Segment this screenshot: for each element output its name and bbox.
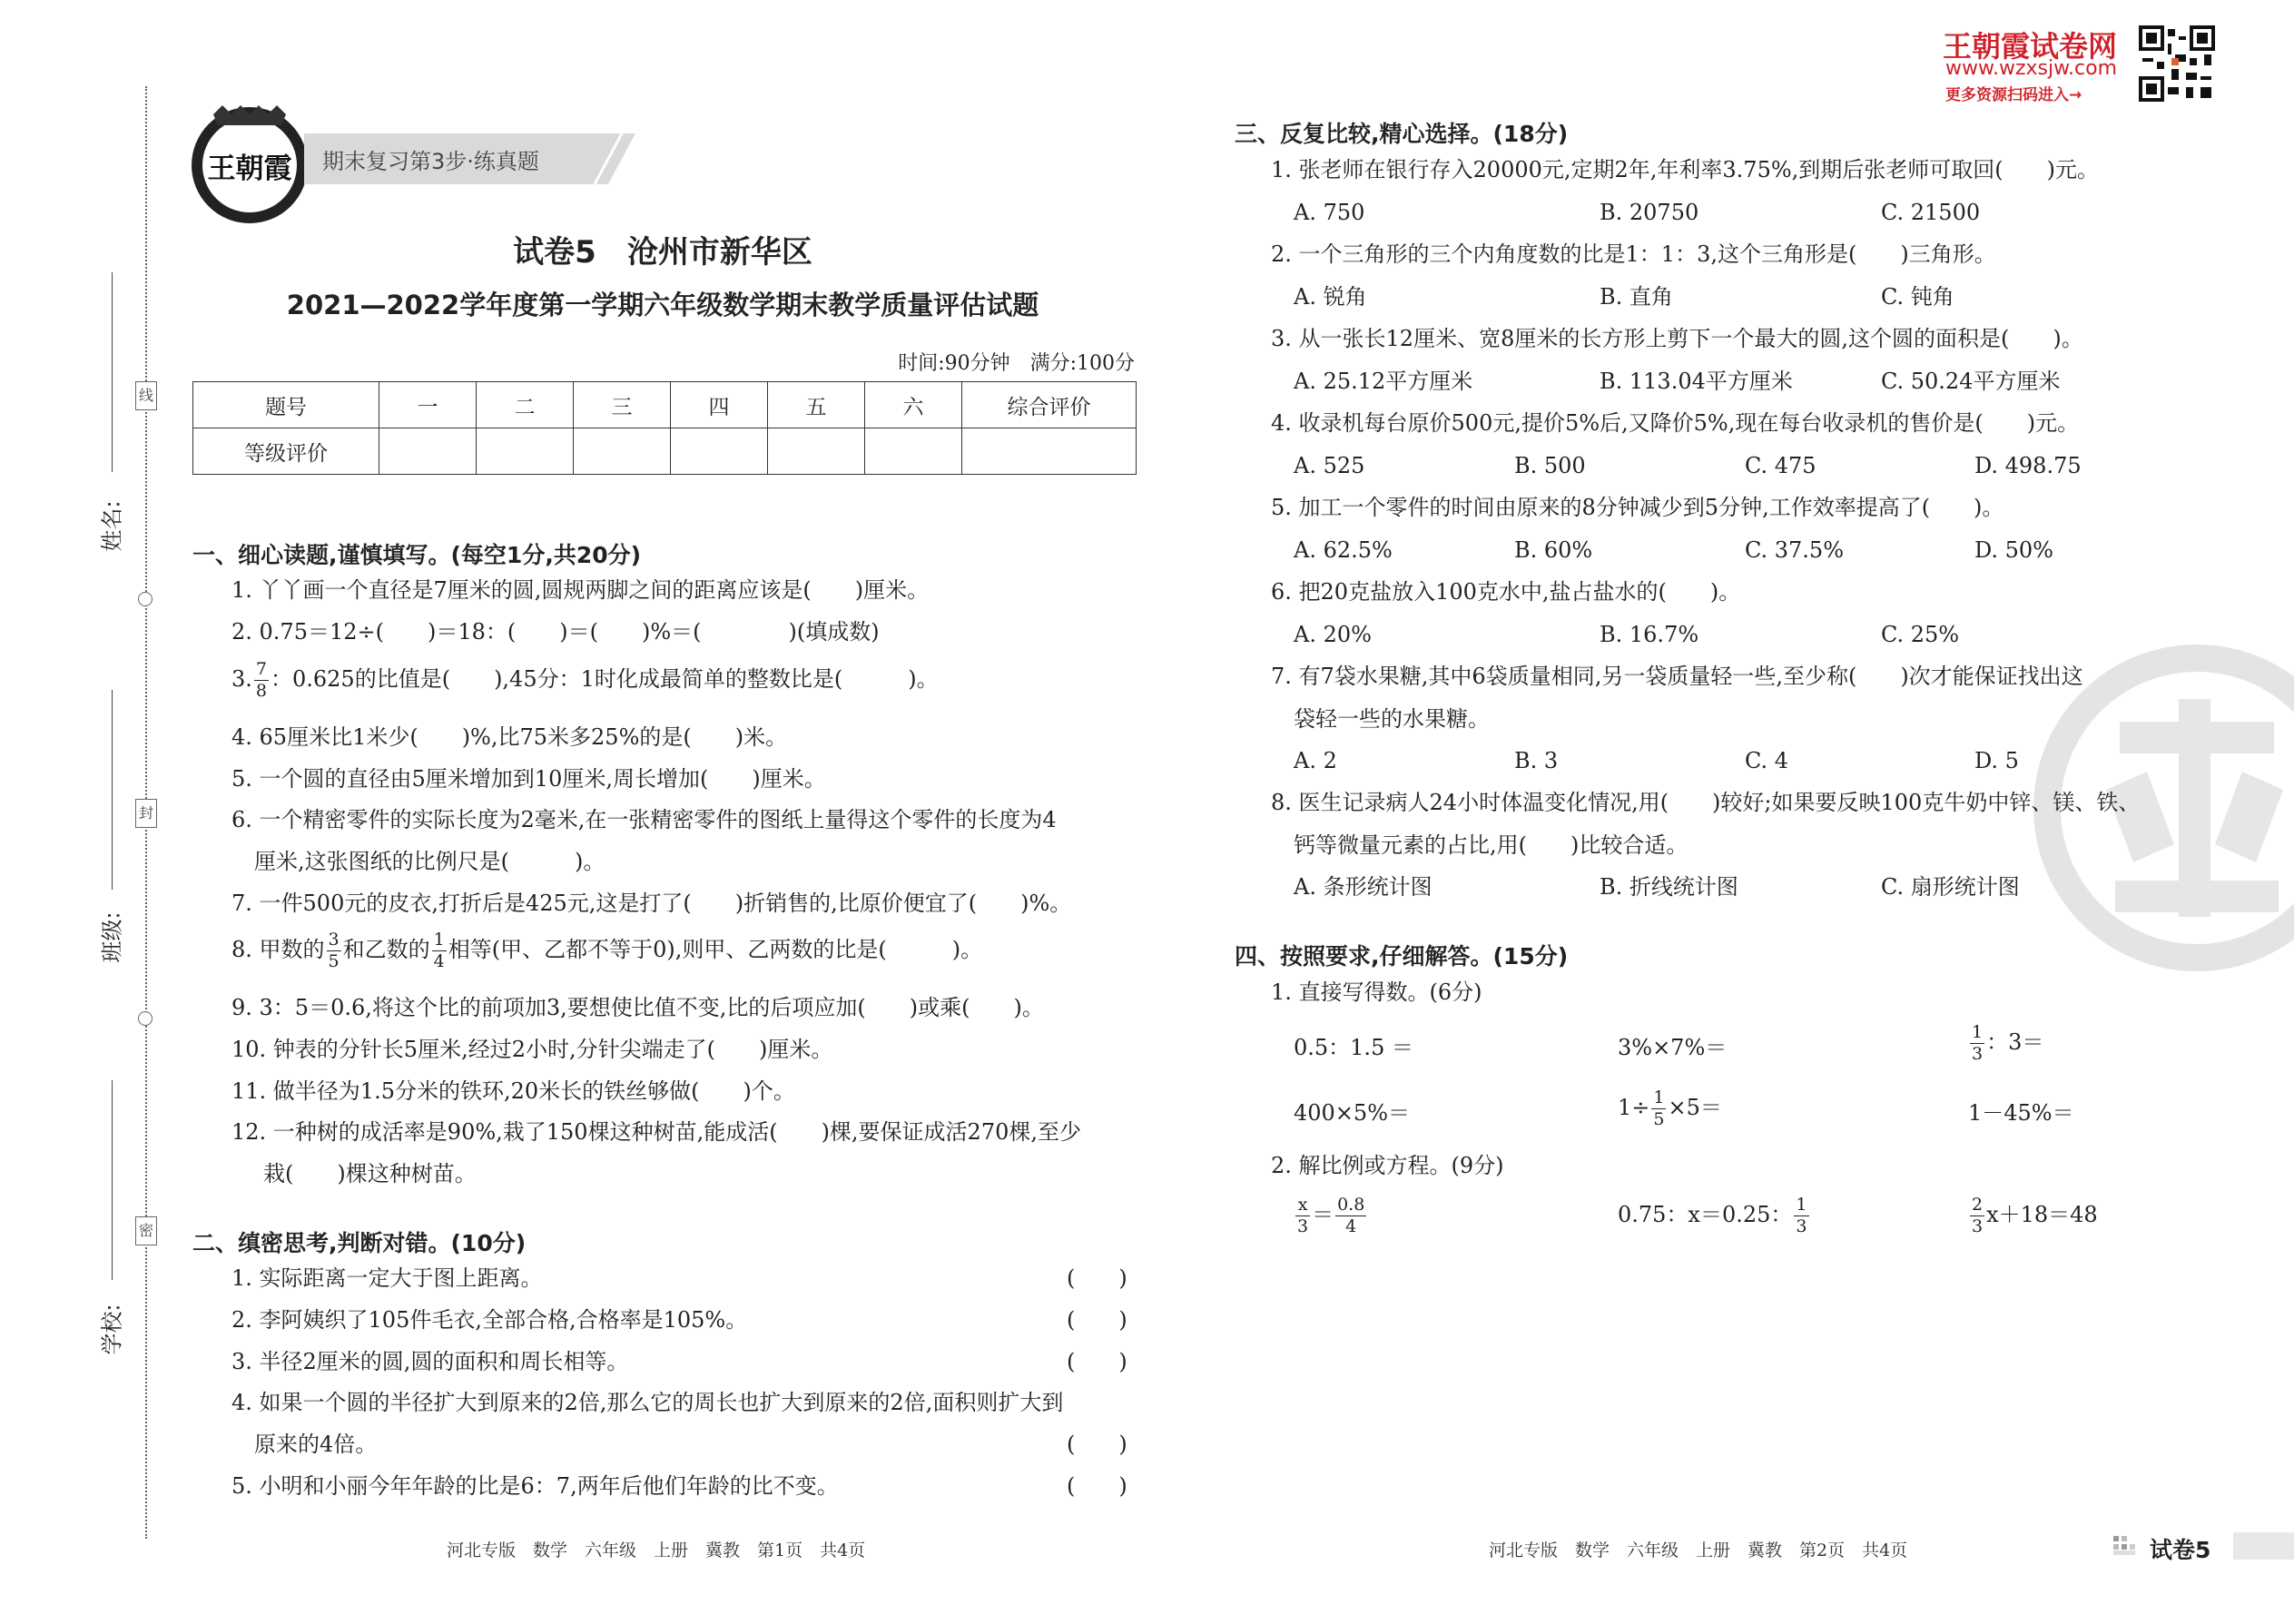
question: 3. 从一张长12厘米、宽8厘米的长方形上剪下一个最大的圆,这个圆的面积是( )。	[1271, 326, 2083, 351]
fraction-num: 3	[328, 930, 340, 950]
score-header-cell: 六	[865, 382, 962, 428]
calc-item	[1618, 1089, 1722, 1128]
fraction-den: 5	[1653, 1109, 1665, 1129]
option[interactable]: C. 25%	[1881, 622, 1960, 647]
score-table	[192, 381, 1137, 475]
option[interactable]: D. 498.75	[1974, 453, 2082, 478]
option[interactable]: B. 3	[1514, 748, 1559, 773]
answer-paren[interactable]: ( )	[1067, 1265, 1127, 1291]
option[interactable]: C. 50.24平方厘米	[1881, 369, 2061, 394]
fraction-num: 7	[255, 659, 267, 679]
school-underline	[112, 1080, 113, 1280]
question-cont: 栽( )棵这种树苗。	[263, 1161, 477, 1186]
score-row-label: 等级评价	[193, 428, 379, 475]
fraction-den: 3	[1796, 1216, 1807, 1236]
section-heading: 三、反复比较,精心选择。(18分)	[1235, 121, 1569, 147]
calc-item: 0.5：1.5 ＝	[1294, 1035, 1413, 1060]
score-cell[interactable]	[768, 428, 865, 475]
qr-code-icon[interactable]	[2139, 25, 2215, 102]
question: 4. 65厘米比1米少( )%,比75米多25%的是( )米。	[231, 724, 788, 750]
option[interactable]: B. 20750	[1600, 200, 1699, 225]
question: 1. 实际距离一定大于图上距离。	[231, 1265, 543, 1291]
school-label: 学校:	[99, 1304, 125, 1355]
answer-paren[interactable]: ( )	[1067, 1349, 1127, 1374]
footer-tag: 试卷5	[2150, 1537, 2211, 1563]
class-label: 班级:	[99, 911, 125, 963]
time-info: 时间:90分钟 满分:100分	[898, 352, 1135, 375]
fraction-den: 8	[255, 681, 267, 701]
question: 5. 一个圆的直径由5厘米增加到10厘米,周长增加( )厘米。	[231, 766, 826, 792]
option[interactable]: A. 25.12平方厘米	[1294, 369, 1473, 394]
q-text: 和乙数的	[342, 937, 430, 962]
score-header-cell: 五	[768, 382, 865, 428]
score-grade-row	[193, 428, 1137, 475]
option[interactable]: B. 60%	[1514, 537, 1593, 563]
answer-paren[interactable]: ( )	[1067, 1307, 1127, 1333]
fraction-den: 4	[433, 951, 445, 971]
question: 10. 钟表的分针长5厘米,经过2小时,分针尖端走了( )厘米。	[231, 1037, 833, 1062]
calc-text: ：3＝	[1986, 1029, 2044, 1055]
score-cell[interactable]	[671, 428, 768, 475]
option[interactable]: B. 113.04平方厘米	[1600, 369, 1793, 394]
option[interactable]: C. 37.5%	[1745, 537, 1845, 563]
question-cont: 袋轻一些的水果糖。	[1294, 706, 1490, 732]
fraction	[254, 661, 269, 700]
option[interactable]: A. 525	[1294, 453, 1365, 478]
question: 2. 一个三角形的三个内角度数的比是1：1：3,这个三角形是( )三角形。	[1271, 241, 1996, 267]
footer-left: 河北专版 数学 六年级 上册 冀教 第1页 共4页	[447, 1540, 866, 1560]
question-cont: 厘米,这张图纸的比例尺是( )。	[254, 849, 605, 874]
section-heading: 四、按照要求,仔细解答。(15分)	[1235, 943, 1569, 969]
footer-right: 河北专版 数学 六年级 上册 冀教 第2页 共4页	[1489, 1540, 1908, 1560]
score-header-cell: 题号	[193, 382, 379, 428]
question: 12. 一种树的成活率是90%,栽了150棵这种树苗,能成活( )棵,要保证成活270棵,至少	[231, 1119, 1081, 1145]
question-cont: 原来的4倍。	[254, 1432, 378, 1457]
score-header-cell: 一	[379, 382, 477, 428]
page-title: 试卷5 沧州市新华区	[513, 234, 812, 271]
score-cell[interactable]	[865, 428, 962, 475]
score-header-row	[193, 382, 1137, 428]
fraction-num: 1	[433, 930, 445, 950]
option[interactable]: B. 直角	[1600, 284, 1673, 310]
site-more: 更多资源扫码进入→	[1945, 86, 2082, 104]
fraction-num: 1	[1796, 1195, 1807, 1215]
equation: $\frac{x}{3}$ ＝ $\frac{0.8}{4}$	[1297, 1195, 1365, 1236]
name-label: 姓名:	[99, 500, 125, 552]
name-underline	[112, 272, 113, 472]
binding-dot	[138, 1011, 153, 1026]
question: 6. 一个精密零件的实际长度为2毫米,在一张精密零件的图纸上量得这个零件的长度为4	[231, 807, 1057, 832]
score-header-cell: 二	[477, 382, 574, 428]
option[interactable]: B. 折线统计图	[1600, 874, 1738, 900]
option[interactable]: A. 62.5%	[1294, 537, 1393, 563]
question	[231, 661, 939, 700]
question: 7. 有7袋水果糖,其中6袋质量相同,另一袋质量轻一些,至少称( )次才能保证找出这	[1271, 664, 2083, 689]
question: 3. 半径2厘米的圆,圆的面积和周长相等。	[231, 1349, 629, 1374]
seal-char: 线	[135, 381, 157, 410]
option[interactable]: C. 4	[1745, 748, 1789, 773]
fraction	[1295, 1196, 1310, 1235]
calc-item	[1968, 1024, 2043, 1063]
option[interactable]: A. 锐角	[1294, 284, 1367, 310]
fraction-num: 1	[1653, 1088, 1665, 1107]
option[interactable]: B. 500	[1514, 453, 1586, 478]
fraction-den: 5	[328, 951, 340, 971]
option[interactable]: C. 扇形统计图	[1881, 874, 2020, 900]
fraction	[1970, 1196, 1984, 1235]
fraction	[432, 931, 447, 970]
fraction-num: 2	[1972, 1195, 1984, 1215]
option[interactable]: B. 16.7%	[1600, 622, 1699, 647]
question: 11. 做半径为1.5分米的铁环,20米长的铁丝够做( )个。	[231, 1078, 795, 1104]
question: 6. 把20克盐放入100克水中,盐占盐水的( )。	[1271, 579, 1741, 605]
class-underline	[112, 690, 113, 890]
calc-text: ×5＝	[1668, 1095, 1722, 1120]
seal-char: 密	[135, 1216, 157, 1245]
calc-text: 1÷	[1618, 1095, 1650, 1120]
score-header-cell: 综合评价	[962, 382, 1137, 428]
logo-text: 王朝霞	[207, 153, 292, 185]
eq-text: x＋18＝48	[1986, 1202, 2098, 1227]
fraction	[1794, 1196, 1808, 1235]
section-heading: 二、缜密思考,判断对错。(10分)	[192, 1230, 527, 1256]
question: 1. 丫丫画一个直径是7厘米的圆,圆规两脚之间的距离应该是( )厘米。	[231, 577, 930, 603]
calc-item: 1－45%＝	[1968, 1100, 2074, 1126]
question: 4. 收录机每台原价500元,提价5%后,又降价5%,现在每台收录机的售价是( )元。	[1271, 410, 2080, 436]
q-text: 相等(甲、乙都不等于0),则甲、乙两数的比是( )。	[448, 937, 983, 962]
fraction-num: 0.8	[1337, 1195, 1365, 1215]
calc-item: 3%×7%＝	[1618, 1035, 1728, 1060]
question: 2. 李阿姨织了105件毛衣,全部合格,合格率是105%。	[231, 1307, 748, 1333]
fraction-den: 3	[1972, 1216, 1984, 1236]
score-header-cell: 三	[574, 382, 671, 428]
fraction-num: x	[1295, 1196, 1310, 1216]
option[interactable]: D. 50%	[1974, 537, 2053, 563]
score-cell[interactable]	[379, 428, 477, 475]
option[interactable]: C. 钝角	[1881, 284, 1954, 310]
question: 5. 加工一个零件的时间由原来的8分钟减少到5分钟,工作效率提高了( )。	[1271, 495, 2004, 520]
option[interactable]: A. 条形统计图	[1294, 874, 1433, 900]
site-url: www.wzxsjw.com	[1945, 57, 2118, 80]
seal-char: 封	[135, 799, 157, 828]
option[interactable]: A. 2	[1294, 748, 1337, 773]
option[interactable]: A. 20%	[1294, 622, 1372, 647]
fraction-den: 3	[1297, 1216, 1309, 1236]
footer-tag-bg	[2233, 1532, 2294, 1560]
answer-paren[interactable]: ( )	[1067, 1432, 1127, 1457]
q-text: 8. 甲数的	[231, 937, 325, 962]
equation	[1618, 1196, 1811, 1235]
sub-question: 2. 解比例或方程。(9分)	[1271, 1153, 1504, 1178]
question	[231, 931, 982, 970]
q-prefix: 3.	[231, 666, 252, 692]
option[interactable]: D. 5	[1974, 748, 2019, 773]
question: 5. 小明和小丽今年年龄的比是6：7,两年后他们年龄的比不变。	[231, 1473, 839, 1499]
q-text: ：0.625的比值是( ),45分：1时化成最简单的整数比是( )。	[271, 666, 939, 692]
answer-paren[interactable]: ( )	[1067, 1473, 1127, 1499]
binding-dot	[138, 592, 153, 606]
question-cont: 钙等微量元素的占比,用( )比较合适。	[1294, 832, 1689, 858]
equation	[1968, 1196, 2098, 1235]
option[interactable]: A. 750	[1294, 200, 1365, 225]
calc-item: 400×5%＝	[1294, 1100, 1410, 1126]
score-header-cell: 四	[671, 382, 768, 428]
fraction-den: 4	[1345, 1216, 1357, 1236]
score-cell[interactable]	[574, 428, 671, 475]
sub-question: 1. 直接写得数。(6分)	[1271, 979, 1482, 1005]
fraction-num: 1	[1972, 1022, 1984, 1042]
fraction	[1970, 1024, 1984, 1063]
option[interactable]: C. 475	[1745, 453, 1816, 478]
question: 1. 张老师在银行存入20000元,定期2年,年利率3.75%,到期后张老师可取回( )元。	[1271, 157, 2099, 182]
fraction	[327, 931, 341, 970]
question: 8. 医生记录病人24小时体温变化情况,用( )较好;如果要反映100克牛奶中锌、镁、铁、	[1271, 790, 2141, 815]
fraction	[1335, 1196, 1366, 1235]
site-name: 王朝霞试卷网	[1943, 29, 2118, 64]
banner-text: 期末复习第3步·练真题	[322, 149, 539, 174]
question: 2. 0.75＝12÷( )＝18：( )＝( )%＝( )(填成数)	[231, 619, 880, 645]
footer-tag-dots	[2113, 1536, 2141, 1556]
fraction	[1651, 1089, 1666, 1128]
score-cell[interactable]	[962, 428, 1137, 475]
option[interactable]: C. 21500	[1881, 200, 1981, 225]
question: 7. 一件500元的皮衣,打折后是425元,这是打了( )折销售的,比原价便宜了( )%。	[231, 891, 1072, 916]
score-cell[interactable]	[477, 428, 574, 475]
section-heading: 一、细心读题,谨慎填写。(每空1分,共20分)	[192, 542, 642, 568]
question: 4. 如果一个圆的半径扩大到原来的2倍,那么它的周长也扩大到原来的2倍,面积则扩大到	[231, 1390, 1064, 1415]
fraction-den: 3	[1972, 1044, 1984, 1064]
eq-text: 0.75：x＝0.25：	[1618, 1202, 1793, 1227]
page-subtitle: 2021—2022学年度第一学期六年级数学期末教学质量评估试题	[286, 290, 1039, 320]
question: 9. 3：5＝0.6,将这个比的前项加3,要想使比值不变,比的后项应加( )或乘( )。	[231, 995, 1044, 1020]
